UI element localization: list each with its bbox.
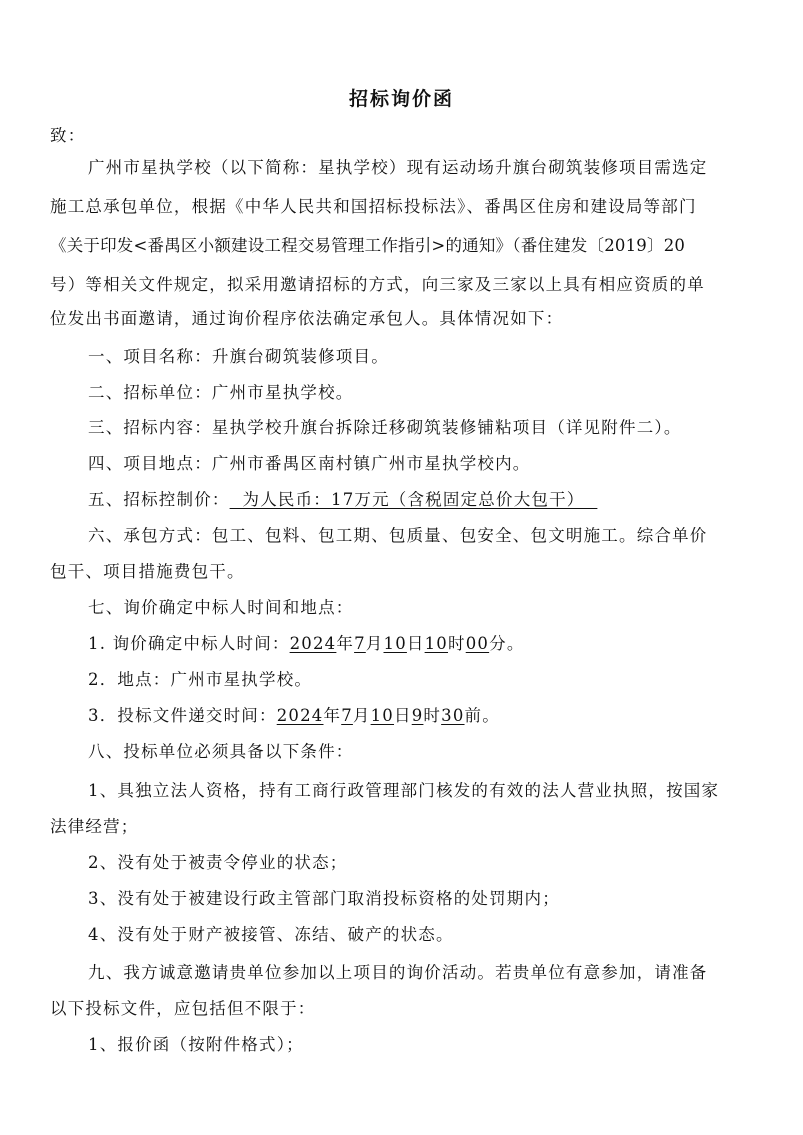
- award-hour: 10: [424, 634, 449, 653]
- item-requirements-heading: 八、投标单位必须具备以下条件：: [88, 742, 354, 761]
- submit-month: 7: [341, 706, 353, 725]
- item-award-time: 1. 询价确定中标人时间：2024年7月10日10时00分。: [88, 634, 525, 653]
- requirement-3: 3、没有处于被建设行政主管部门取消投标资格的处罚期内；: [88, 889, 560, 908]
- award-month: 7: [354, 634, 366, 653]
- award-day: 10: [383, 634, 407, 653]
- intro-line-2: 施工总承包单位，根据《中华人民共和国招标投标法》、番禺区住房和建设局等部门: [50, 197, 697, 216]
- salutation: 致：: [50, 126, 86, 145]
- requirement-4: 4、没有处于财产被接管、冻结、破产的状态。: [88, 925, 454, 944]
- invitation-line-2: 以下投标文件，应包括但不限于：: [50, 999, 316, 1018]
- control-price-label: 五、招标控制价：: [88, 490, 230, 509]
- intro-line-5: 位发出书面邀请，通过询价程序依法确定承包人。具体情况如下：: [50, 309, 564, 328]
- submit-minute: 30: [441, 706, 465, 725]
- control-price-value: 为人民币：17万元（含税固定总价大包干）: [242, 490, 585, 509]
- item-submission-time: 3．投标文件递交时间：2024年7月10日9时30前。: [88, 706, 500, 725]
- item-contract-mode-1: 六、承包方式：包工、包料、包工期、包质量、包安全、包文明施工。综合单价: [88, 526, 708, 545]
- item-bidding-unit: 二、招标单位：广州市星执学校。: [88, 383, 354, 402]
- item-place: 2．地点：广州市星执学校。: [88, 670, 313, 689]
- intro-line-4: 号）等相关文件规定，拟采用邀请招标的方式，向三家及三家以上具有相应资质的单: [50, 275, 705, 294]
- document-item-1: 1、报价函（按附件格式）；: [88, 1035, 304, 1054]
- award-year: 2024: [289, 634, 337, 653]
- submit-hour: 9: [411, 706, 424, 725]
- requirement-1-line-2: 法律经营；: [50, 817, 139, 836]
- requirement-1-line-1: 1、具独立法人资格，持有工商行政管理部门核发的有效的法人营业执照，按国家: [88, 781, 720, 800]
- award-minute: 00: [465, 634, 490, 653]
- submit-year: 2024: [276, 706, 324, 725]
- item-project-name: 一、项目名称：升旗台砌筑装修项目。: [88, 347, 389, 366]
- item-project-location: 四、项目地点：广州市番禺区南村镇广州市星执学校内。: [88, 454, 531, 473]
- item-contract-mode-2: 包干、项目措施费包干。: [50, 562, 245, 581]
- invitation-line-1: 九、我方诚意邀请贵单位参加以上项目的询价活动。若贵单位有意参加，请准备: [88, 963, 708, 982]
- item-bidding-content: 三、招标内容：星执学校升旗台拆除迁移砌筑装修铺粘项目（详见附件二）。: [88, 418, 682, 437]
- item-time-place-heading: 七、询价确定中标人时间和地点：: [88, 598, 354, 617]
- submit-day: 10: [370, 706, 395, 725]
- intro-line-1: 广州市星执学校（以下简称：星执学校）现有运动场升旗台砌筑装修项目需选定: [88, 158, 708, 177]
- requirement-2: 2、没有处于被责令停业的状态；: [88, 853, 348, 872]
- item-control-price: [88, 486, 597, 510]
- intro-line-3: 《关于印发<番禺区小额建设工程交易管理工作指引>的通知》（番住建发〔2019〕20: [50, 236, 686, 255]
- page-title: 招标询价函: [348, 88, 454, 110]
